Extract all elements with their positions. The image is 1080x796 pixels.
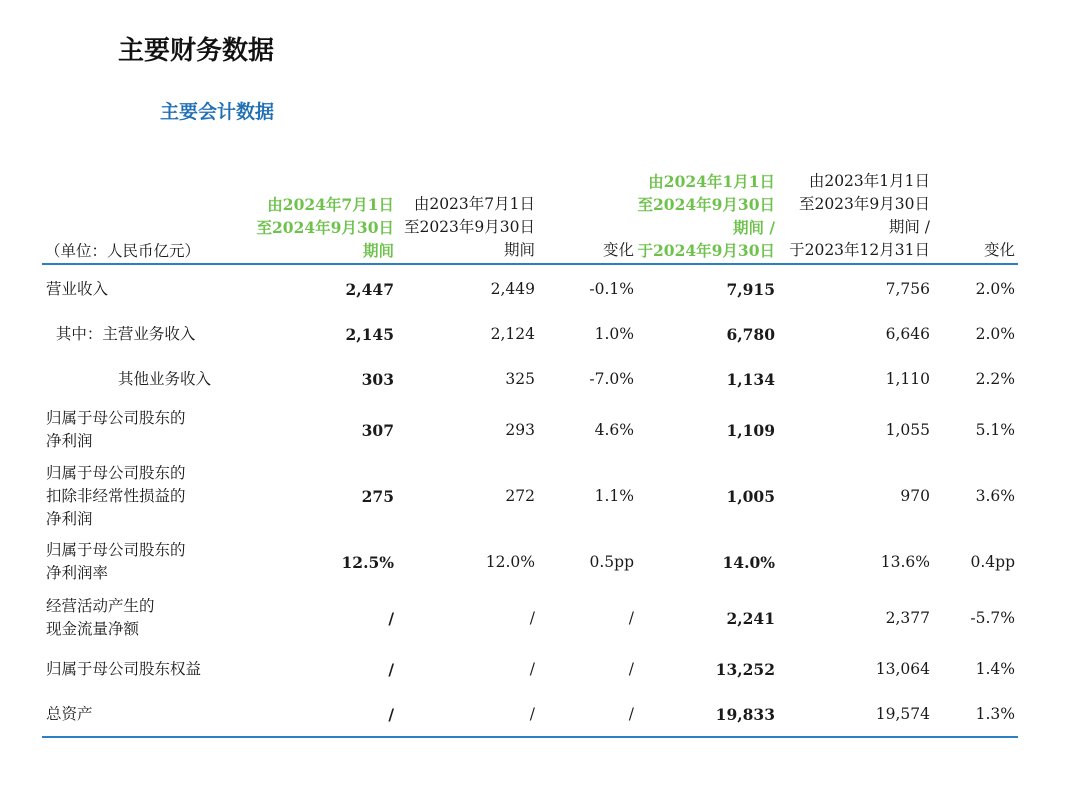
header-q3-2023 xyxy=(395,170,535,262)
table-cell: / xyxy=(529,609,535,627)
header-line: 至2023年9月30日 xyxy=(403,218,535,236)
table-cell: 1.4% xyxy=(975,660,1015,678)
table-cell: 1,134 xyxy=(726,369,775,389)
row-label-line: 净利润 xyxy=(46,509,93,528)
row-label xyxy=(46,650,201,688)
unit-label: （单位：人民币亿元） xyxy=(45,242,201,260)
header-ytd-change xyxy=(935,170,1015,262)
table-cell: 2,449 xyxy=(490,280,535,298)
table-cell: 4.6% xyxy=(594,421,634,439)
page-title: 主要财务数据 xyxy=(118,36,275,66)
row-label-line: 现金流量净额 xyxy=(46,620,140,638)
table-cell: -5.7% xyxy=(970,609,1015,627)
table-cell: / xyxy=(628,660,634,678)
header-rule xyxy=(42,263,1018,265)
table-cell: 2,377 xyxy=(885,609,930,627)
table-cell: 1,055 xyxy=(885,421,930,439)
table-cell: 307 xyxy=(361,420,394,440)
row-label xyxy=(46,400,186,460)
table-cell: 970 xyxy=(900,487,930,505)
table-cell: 5.1% xyxy=(975,421,1015,439)
row-label-line: 其中：主营业务收入 xyxy=(46,324,196,343)
row-label-line: 总资产 xyxy=(46,704,93,723)
header-ytd-2024 xyxy=(625,170,775,262)
table-cell: / xyxy=(628,705,634,723)
row-label-line: 净利润 xyxy=(46,432,93,450)
row-label-line: 净利润率 xyxy=(46,564,109,582)
table-cell: 293 xyxy=(505,421,535,439)
table-cell: 2,447 xyxy=(345,279,394,299)
row-label-line: 扣除非经常性损益的 xyxy=(46,486,186,505)
row-label xyxy=(46,270,108,308)
row-label-line: 归属于母公司股东权益 xyxy=(46,659,202,678)
table-cell: 1,005 xyxy=(726,486,775,506)
header-line: 于2023年12月31日 xyxy=(789,241,930,259)
section-subtitle: 主要会计数据 xyxy=(160,101,275,123)
table-cell: 0.5pp xyxy=(589,553,634,571)
table-cell: 272 xyxy=(505,487,535,505)
table-cell: 325 xyxy=(505,370,535,388)
header-line: 由2024年7月1日 xyxy=(267,195,394,214)
table-cell: 1,110 xyxy=(885,370,930,388)
table-cell: / xyxy=(388,659,394,679)
header-line: 期间 / xyxy=(732,218,775,237)
table-cell: 19,833 xyxy=(715,704,775,724)
table-cell: 12.0% xyxy=(485,553,535,571)
table-cell: 13,252 xyxy=(715,659,775,679)
table-cell: 7,915 xyxy=(726,279,775,299)
table-cell: 7,756 xyxy=(885,280,930,298)
table-cell: 13.6% xyxy=(880,553,930,571)
table-cell: 1.3% xyxy=(975,705,1015,723)
row-label-line: 营业收入 xyxy=(46,279,109,298)
table-cell: 12.5% xyxy=(341,552,394,572)
row-label-line: 归属于母公司股东的 xyxy=(46,409,186,427)
table-cell: 6,646 xyxy=(885,325,930,343)
table-cell: / xyxy=(529,660,535,678)
header-line: 变化 xyxy=(983,241,1015,259)
header-q3-2024 xyxy=(244,170,394,262)
table-cell: 6,780 xyxy=(726,324,775,344)
table-cell: 13,064 xyxy=(875,660,930,678)
table-cell: 0.4pp xyxy=(970,553,1015,571)
row-label xyxy=(46,695,93,733)
row-label xyxy=(46,460,186,532)
table-cell: 19,574 xyxy=(875,705,930,723)
table-cell: -0.1% xyxy=(589,280,634,298)
header-line: 期间 / xyxy=(888,218,930,236)
table-cell: 3.6% xyxy=(975,487,1015,505)
row-label xyxy=(46,315,195,353)
table-cell: 14.0% xyxy=(722,552,775,572)
row-label xyxy=(46,536,186,588)
table-cell: 1,109 xyxy=(726,420,775,440)
table-cell: 2,124 xyxy=(490,325,535,343)
table-cell: / xyxy=(628,609,634,627)
row-label-line: 经营活动产生的 xyxy=(46,597,155,615)
header-line: 由2023年7月1日 xyxy=(413,195,535,213)
row-label-line: 归属于母公司股东的 xyxy=(46,463,186,482)
header-line: 至2024年9月30日 xyxy=(637,195,775,214)
table-cell: 2,145 xyxy=(345,324,394,344)
row-label xyxy=(46,592,155,644)
header-q-change xyxy=(544,170,634,262)
header-line: 于2024年9月30日 xyxy=(637,241,775,260)
table-cell: 275 xyxy=(361,486,394,506)
table-cell: 2.0% xyxy=(975,325,1015,343)
row-label-line: 其他业务收入 xyxy=(118,369,212,388)
header-line: 至2024年9月30日 xyxy=(256,218,394,237)
header-line: 至2023年9月30日 xyxy=(798,195,930,213)
row-label-line: 归属于母公司股东的 xyxy=(46,541,186,559)
header-line: 期间 xyxy=(362,241,394,260)
bottom-rule xyxy=(42,736,1018,738)
table-cell: 2.0% xyxy=(975,280,1015,298)
row-label xyxy=(118,360,211,398)
table-cell: 1.0% xyxy=(594,325,634,343)
table-cell: / xyxy=(529,705,535,723)
header-line: 由2024年1月1日 xyxy=(648,172,775,191)
table-cell: 1.1% xyxy=(594,487,634,505)
header-line: 期间 xyxy=(503,241,535,259)
table-cell: 2.2% xyxy=(975,370,1015,388)
header-ytd-2023 xyxy=(780,170,930,262)
header-line: 变化 xyxy=(602,241,634,259)
table-cell: 303 xyxy=(361,369,394,389)
table-cell: -7.0% xyxy=(589,370,634,388)
table-cell: / xyxy=(388,704,394,724)
header-line: 由2023年1月1日 xyxy=(808,172,930,190)
table-cell: 2,241 xyxy=(726,608,775,628)
table-cell: / xyxy=(388,608,394,628)
